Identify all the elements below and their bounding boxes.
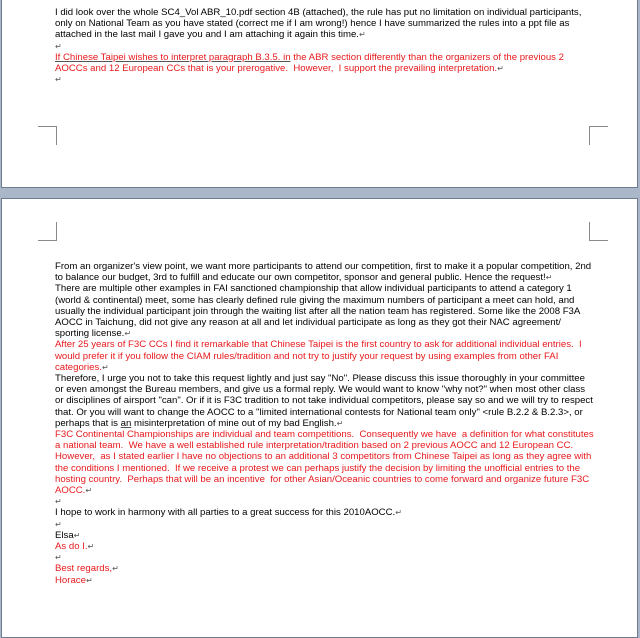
crop-mark-icon bbox=[38, 222, 57, 241]
paragraph-mark-icon: ↵ bbox=[112, 564, 119, 574]
reply-interpretation-text: the ABR section differently than the organizers of the previous 2 AOCCs and 12 European CCs that is your prerogative. However, I support the prevailing interpretation. bbox=[55, 51, 567, 75]
empty-paragraph bbox=[55, 519, 595, 530]
paragraph-mark-icon: ↵ bbox=[55, 497, 62, 507]
reply-continental-text: F3C Continental Championships are individual and team competitions. Consequently we have a definition for what constitutes a national team. We have a well established rule interpretation/tradition based on 2 previous AOCC and 12 European CC. However, as I stated earlier I have no objections to an additional 3 competitors from Chinese Taipei as long as they agree with the conditions I mentioned. If we receive a protest we can perhaps justify the decision by limiting the unofficial entries to the hosting country. Perhaps that will be an incentive for other Asian/Oceanic countries to come forward and organize future F3C AOCC. bbox=[55, 429, 597, 497]
signature-horace-text: Horace bbox=[55, 574, 86, 586]
reply-25-years-text: After 25 years of F3C CCs I find it remarkable that Chinese Taipei is the first country to ask for additional individual entries. I would prefer it if you follow the CIAM rules/tradition and not try to justify your request by using examples from other FAI categories. bbox=[55, 339, 585, 373]
reply-as-do-i bbox=[55, 541, 595, 552]
paragraph-mark-icon: ↵ bbox=[55, 75, 62, 85]
grammar-flagged-word: an bbox=[120, 417, 132, 429]
paragraph-organizer-view bbox=[55, 261, 595, 283]
document-page-2 bbox=[1, 198, 638, 638]
other-examples-text: There are multiple other examples in FAI sanctioned championship that allow individual participants to attend a category 1 (world & continental) meet, some has clearly defined rule giving the maximum numbers of participant a meet can hold, and usually the individual participant join through the waiting list after all the nation team has registered. Some like the 2008 F3A AOCC in Taichung, did not give any reason at all and let individual participate as long as they got their NAC agreement/ sporting license. bbox=[55, 283, 582, 340]
paragraph-harmony bbox=[55, 507, 595, 518]
paragraph-mark-icon: ↵ bbox=[124, 329, 132, 339]
hyperlink-text[interactable]: If Chinese Taipei wishes to interpret paragraph B.3.5. in bbox=[55, 51, 291, 63]
paragraph-mark-icon: ↵ bbox=[101, 362, 109, 372]
empty-paragraph bbox=[55, 41, 595, 52]
signature-elsa bbox=[55, 530, 595, 541]
paragraph-therefore bbox=[55, 373, 595, 429]
crop-mark-icon bbox=[589, 126, 608, 145]
paragraph-mark-icon: ↵ bbox=[87, 542, 95, 552]
organizer-view-text: From an organizer's view point, we want more participants to attend our competition, first to make it a popular competition, 2nd to balance our budget, 3rd to fulfill and educate our own competitor, sponsor and general public. Hence the request! bbox=[55, 261, 594, 284]
therefore-text-end: misinterpretation of mine out of my bad English. bbox=[131, 417, 337, 429]
signature-horace bbox=[55, 575, 595, 586]
document-page-1 bbox=[1, 0, 638, 188]
paragraph-mark-icon: ↵ bbox=[73, 530, 81, 540]
page2-text-block bbox=[55, 261, 595, 586]
crop-mark-icon bbox=[38, 126, 57, 145]
paragraph-mark-icon: ↵ bbox=[395, 508, 402, 518]
paragraph-mark-icon: ↵ bbox=[336, 418, 344, 428]
paragraph-sc4-review-text: I did look over the whole SC4_Vol ABR_10.pdf section 4B (attached), the rule has put no limitation on individual participants, only on National Team as you have stated (correct me if I am wrong!) hence I have summarized the rules into a ppt file as attached in the last mail I gave you and I am attaching it again this time. bbox=[55, 7, 585, 41]
paragraph-mark-icon: ↵ bbox=[55, 41, 62, 51]
paragraph-mark-icon: ↵ bbox=[85, 575, 93, 585]
paragraph-reply-interpretation bbox=[55, 52, 595, 74]
paragraph-mark-icon: ↵ bbox=[545, 273, 553, 283]
paragraph-mark-icon: ↵ bbox=[85, 486, 93, 496]
paragraph-reply-continental bbox=[55, 429, 595, 496]
reply-as-do-i-text: As do I. bbox=[55, 541, 88, 553]
empty-paragraph bbox=[55, 74, 595, 85]
page1-text-block bbox=[55, 7, 595, 85]
crop-mark-icon bbox=[589, 222, 608, 241]
therefore-text: Therefore, I urge you not to take this request lightly and just say "No". Please discuss this issue thoroughly in your committee or even amongst the Bureau members, and give us a formal reply. We would want to know "why not?" when most other class or disciplines of airsport "can". Or if it is F3C tradition to not take individual competitors, please say so and we will try to respect that. Or you will want to change the AOCC to a "limited international contests for National team only" <rule B.2.2 & B.2.3>, or perhaps that is bbox=[55, 373, 596, 429]
paragraph-mark-icon: ↵ bbox=[55, 519, 62, 529]
empty-paragraph bbox=[55, 496, 595, 507]
paragraph-other-examples bbox=[55, 283, 595, 339]
paragraph-mark-icon: ↵ bbox=[358, 30, 366, 40]
paragraph-mark-icon: ↵ bbox=[497, 64, 504, 74]
paragraph-mark-icon: ↵ bbox=[55, 553, 62, 563]
signature-elsa-text: Elsa bbox=[55, 529, 74, 541]
paragraph-reply-25-years bbox=[55, 339, 595, 373]
reply-best-regards bbox=[55, 563, 595, 574]
harmony-text: I hope to work in harmony with all parties to a great success for this 2010AOCC. bbox=[55, 507, 396, 519]
reply-best-regards-text: Best regards, bbox=[55, 563, 113, 575]
empty-paragraph bbox=[55, 552, 595, 563]
paragraph-sc4-review bbox=[55, 7, 595, 41]
